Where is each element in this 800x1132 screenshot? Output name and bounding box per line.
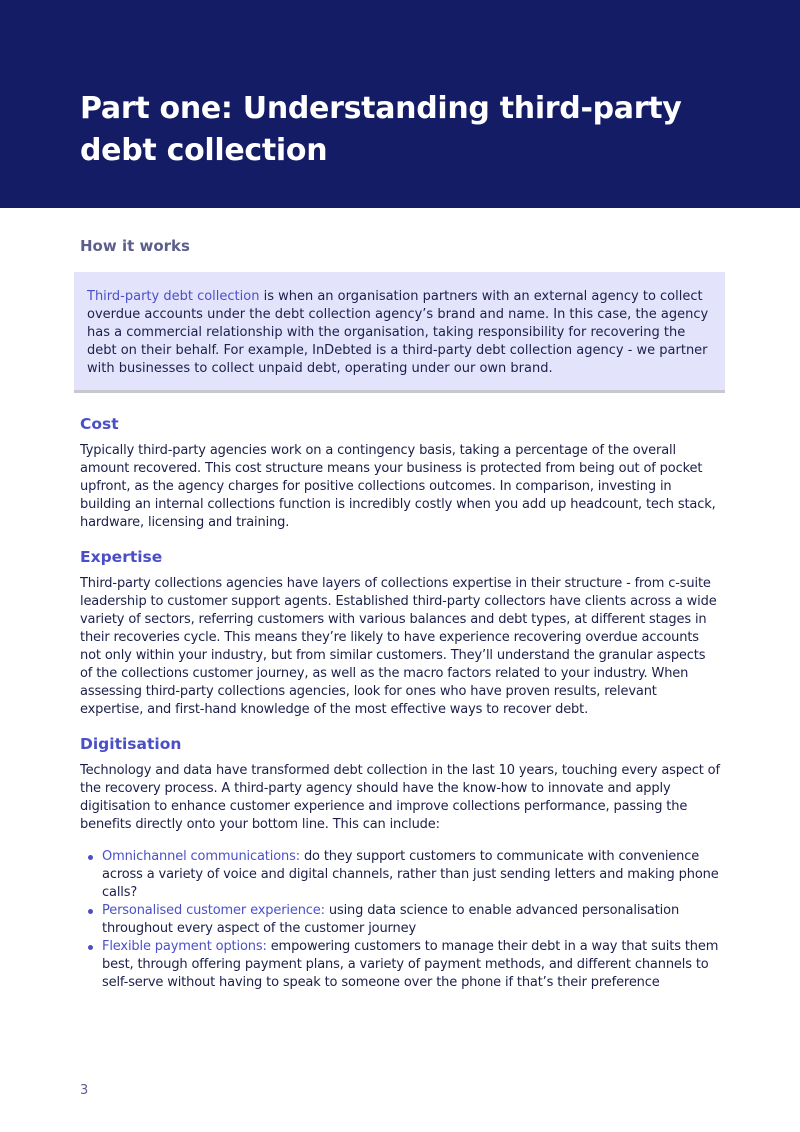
list-item [102,938,720,992]
digitisation-heading: Digitisation [80,735,182,753]
how-it-works-heading: How it works [80,237,190,255]
list-item-term: Flexible payment options: [102,939,267,954]
page-number: 3 [80,1083,89,1098]
definition-callout [74,272,725,393]
cost-paragraph: Typically third-party agencies work on a contingency basis, taking a percentage of the overall amount recovered. This cost structure means your business is protected from being out of pocket upfront, as the agency charges for positive collections outcomes. In comparison, investing in building an internal collections function is incredibly costly when you add up headcount, tech stack, hardware, licensing and training. [80,443,716,530]
expertise-heading: Expertise [80,548,163,566]
digitisation-list [80,848,720,992]
callout-text: is when an organisation partners with an external agency to collect overdue accounts under the debt collection agency’s brand and name. In this case, the agency has a commercial relationship with the organisation, taking responsibility for recovering the debt on their behalf. For example, InDebted is a third-party debt collection agency - we partner with businesses to collect unpaid debt, operating under our own brand. [87,289,709,376]
list-item-term: Personalised customer experience: [102,903,325,918]
list-item-term: Omnichannel communications: [102,849,300,864]
expertise-paragraph: Third-party collections agencies have layers of collections expertise in their structure - from c-suite leadership to customer support agents. Established third-party collectors have clients across a wide variety of sectors, referring customers with various balances and debt types, at different stages in their recoveries cycle. This means they’re likely to have experience recovering overdue accounts not only within your industry, but from similar customers. They’ll understand the granular aspects of the collections customer journey, as well as the macro factors related to your industry. When assessing third-party collections agencies, look for ones who have proven results, relevant expertise, and first-hand knowledge of the most effective ways to recover debt. [80,576,717,717]
page-title: Part one: Understanding third-party debt collection [80,91,682,168]
callout-term: Third-party debt collection [87,289,260,304]
digitisation-paragraph: Technology and data have transformed debt collection in the last 10 years, touching every aspect of the recovery process. A third-party agency should have the know-how to innovate and apply digitisation to enhance customer experience and improve collections performance, passing the benefits directly onto your bottom line. This can include: [80,763,720,832]
list-item-text: using data science to enable advanced personalisation throughout every aspect of the customer journey [102,903,680,936]
list-item-text: empowering customers to manage their debt in a way that suits them best, through offering payment plans, a variety of payment methods, and different channels to self-serve without having to speak to someone over the phone if that’s their preference [102,939,719,990]
main-content [80,236,720,992]
list-item-text: do they support customers to communicate with convenience across a variety of voice and digital channels, rather than just sending letters and making phone calls? [102,849,719,900]
list-item [102,902,720,938]
list-item [102,848,720,902]
page-header-banner [0,0,800,208]
cost-heading: Cost [80,415,119,433]
